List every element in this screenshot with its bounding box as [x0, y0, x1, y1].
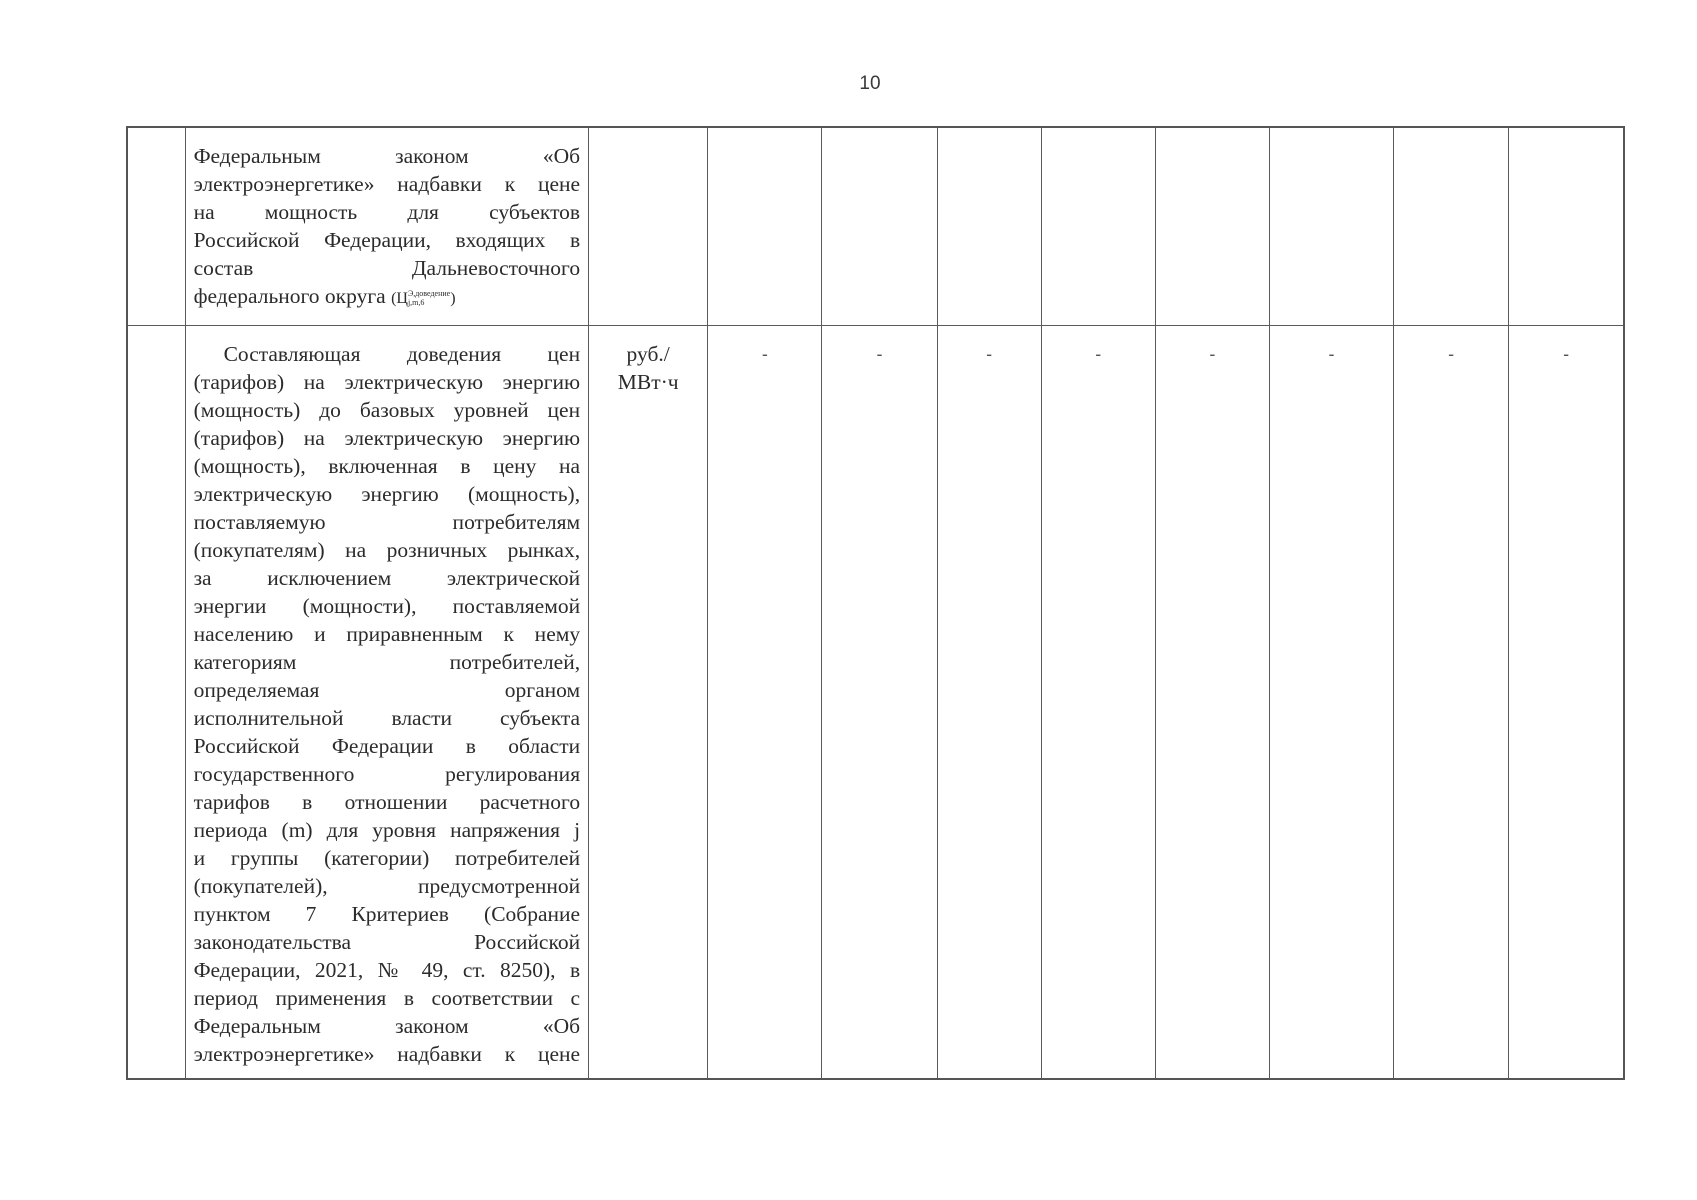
- indicator-name-line: электроэнергетике» надбавки к цене: [193, 172, 581, 196]
- indicator-name-line: [194, 282, 581, 313]
- indicator-name-line: населению и приравненным к нему: [193, 622, 581, 646]
- value-text: -: [1095, 344, 1102, 364]
- value-text: -: [876, 344, 883, 364]
- indicator-name-line: Российской Федерации в области: [193, 734, 581, 758]
- indicator-name-cell: [185, 127, 589, 326]
- indicator-name-text-end: федерального округа: [193, 284, 392, 308]
- value-cell: [1394, 326, 1509, 1080]
- value-cell: [1394, 127, 1509, 326]
- value-text: -: [1328, 344, 1335, 364]
- indicator-name-line: (мощность), включенная в цену на: [193, 454, 581, 478]
- value-cell: [822, 127, 937, 326]
- indicator-name-line: категориям потребителей,: [193, 650, 581, 674]
- value-cell: [708, 326, 822, 1080]
- unit-cell: [589, 127, 708, 326]
- row-number-cell: [127, 326, 185, 1080]
- unit-line: МВт·ч: [617, 370, 679, 394]
- indicator-name-line: электрическую энергию (мощность),: [193, 482, 581, 506]
- indicator-name-line: (покупателям) на розничных рынках,: [193, 538, 581, 562]
- value-text: [1394, 128, 1508, 146]
- value-text: -: [1209, 344, 1216, 364]
- indicator-name-text: [186, 128, 589, 313]
- unit-text: [589, 326, 707, 396]
- value-cell: [1041, 326, 1155, 1080]
- value-text: -: [1448, 344, 1455, 364]
- value-cell: [1269, 326, 1393, 1080]
- indicator-name-line: поставляемую потребителям: [193, 510, 581, 534]
- indicator-name-line: на мощность для субъектов: [193, 200, 581, 224]
- unit-cell: [589, 326, 708, 1080]
- indicator-name-line: Федеральным законом «Об: [193, 144, 581, 168]
- value-text: [1270, 128, 1393, 146]
- value-text: -: [761, 344, 768, 364]
- indicator-name-line: электроэнергетике» надбавки к цене: [193, 1042, 581, 1066]
- indicator-name-text: [186, 326, 589, 1068]
- table-row: [127, 127, 1624, 326]
- value-cell: [1041, 127, 1155, 326]
- indicator-name-line: (тарифов) на электрическую энергию: [193, 370, 581, 394]
- value-text: [708, 128, 821, 146]
- indicator-name-line: (покупателей), предусмотренной: [193, 874, 581, 898]
- indicator-name-line: Российской Федерации, входящих в: [193, 228, 581, 252]
- price-formula: (Ц Э,доведение j,m,6 ): [391, 289, 456, 307]
- formula-subscript: j,m,6: [407, 298, 425, 307]
- value-text: [1156, 128, 1269, 146]
- value-cell: [937, 127, 1041, 326]
- indicator-name-line: Федерации, 2021, № 49, ст. 8250), в: [193, 958, 581, 982]
- formula-superscript: Э,доведение: [407, 289, 451, 298]
- indicator-name-line: период применения в соответствии с: [193, 986, 581, 1010]
- value-text: [938, 128, 1041, 146]
- indicator-name-line: и группы (категории) потребителей: [193, 846, 581, 870]
- value-cell: [708, 127, 822, 326]
- value-cell: [937, 326, 1041, 1080]
- value-text: [822, 128, 936, 146]
- indicator-name-line: Составляющая доведения цен: [223, 342, 581, 366]
- indicator-name-cell: [185, 326, 589, 1080]
- indicator-name-line: тарифов в отношении расчетного: [193, 790, 581, 814]
- indicator-name-line: периода (m) для уровня напряжения j: [193, 818, 581, 842]
- value-text: [1509, 128, 1623, 146]
- value-cell: [1509, 326, 1624, 1080]
- value-text: -: [1563, 344, 1570, 364]
- value-cell: [1155, 326, 1269, 1080]
- value-cell: [1269, 127, 1393, 326]
- indicator-name-line: пунктом 7 Критериев (Собрание: [193, 902, 581, 926]
- row-number-cell: [127, 127, 185, 326]
- page-number: 10: [859, 73, 881, 94]
- indicator-name-line: энергии (мощности), поставляемой: [193, 594, 581, 618]
- indicator-name-line: законодательства Российской: [193, 930, 581, 954]
- value-cell: [822, 326, 937, 1080]
- value-text: [1042, 128, 1155, 146]
- formula-symbol: Ц: [396, 290, 408, 307]
- indicator-name-line: (тарифов) на электрическую энергию: [193, 426, 581, 450]
- indicator-name-line: государственного регулирования: [193, 762, 581, 786]
- value-cell: [1155, 127, 1269, 326]
- indicator-name-line: за исключением электрической: [193, 566, 581, 590]
- indicator-name-line: (мощность) до базовых уровней цен: [193, 398, 581, 422]
- indicator-name-line: исполнительной власти субъекта: [193, 706, 581, 730]
- value-text: -: [986, 344, 993, 364]
- unit-text: [589, 128, 707, 142]
- value-cell: [1509, 127, 1624, 326]
- table-row: [127, 326, 1624, 1080]
- indicator-name-line: определяемая органом: [193, 678, 581, 702]
- indicator-name-line: состав Дальневосточного: [193, 256, 581, 280]
- data-table: [126, 126, 1625, 1080]
- unit-line: руб./: [626, 342, 670, 366]
- indicator-name-line: Федеральным законом «Об: [193, 1014, 581, 1038]
